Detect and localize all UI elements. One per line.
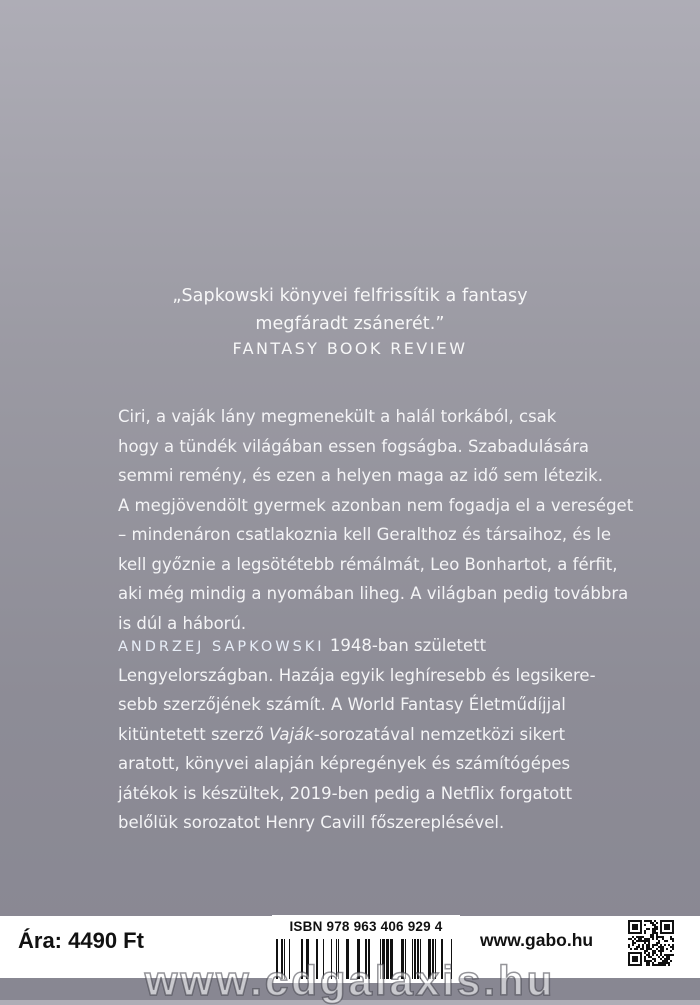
quote-line-2: megfáradt zsánerét.” — [255, 314, 445, 334]
series-title: Vaják — [269, 724, 314, 744]
bio-text: 1948-ban született — [324, 636, 487, 655]
book-blurb — [118, 402, 698, 638]
publisher-website[interactable]: www.gabo.hu — [480, 930, 594, 950]
watermark: www.cdgalaxis.hu — [144, 957, 556, 1004]
blurb-line: aki még mindig a nyomában liheg. A világban pedig továbbra — [118, 584, 629, 603]
blurb-line: – mindenáron csatlakoznia kell Geralthoz és társaihoz, és le — [118, 525, 612, 544]
bio-line — [118, 720, 698, 750]
bio-line: aratott, könyvei alapján képregények és számítógépes — [118, 754, 571, 773]
bio-line: Lengyelországban. Hazája egyik leghíresebb és legsikere- — [118, 665, 596, 685]
blurb-line: kell győznie a legsötétebb rémálmát, Leo Bonhartot, a férfit, — [118, 554, 618, 574]
author-name: ANDRZEJ SAPKOWSKI — [118, 639, 325, 655]
blurb-line: semmi remény, és ezen a helyen maga az idő sem létezik. — [118, 466, 603, 485]
blurb-line: A megjövendölt gyermek azonban nem fogadja el a vereséget — [118, 495, 634, 515]
bio-text: kitüntetett szerző — [118, 724, 270, 744]
quote-line-1: „Sapkowski könyvei felfrissítik a fantasy — [172, 286, 528, 306]
bio-line: játékok is készültek, 2019-ben pedig a Netflix forgatott — [118, 783, 573, 803]
quote-source: FANTASY BOOK REVIEW — [232, 339, 468, 358]
isbn-number: ISBN 978 963 406 929 4 — [289, 919, 443, 934]
blurb-line: Ciri, a vaják lány megmenekült a halál torkából, csak — [118, 407, 557, 426]
bio-text: -sorozatával nemzetközi sikert — [313, 724, 566, 744]
blurb-line: is dúl a háború. — [118, 613, 247, 633]
blurb-line: hogy a tündék világában essen fogságba. Szabadulására — [118, 436, 590, 456]
bio-line: belőlük sorozatot Henry Cavill főszereplésével. — [118, 813, 505, 832]
price-label: Ára: 4490 Ft — [18, 928, 144, 953]
bio-line: sebb szerzőjének számít. A World Fantasy Életműdíjjal — [118, 695, 566, 714]
author-bio — [118, 631, 698, 838]
bio-line — [118, 631, 698, 661]
